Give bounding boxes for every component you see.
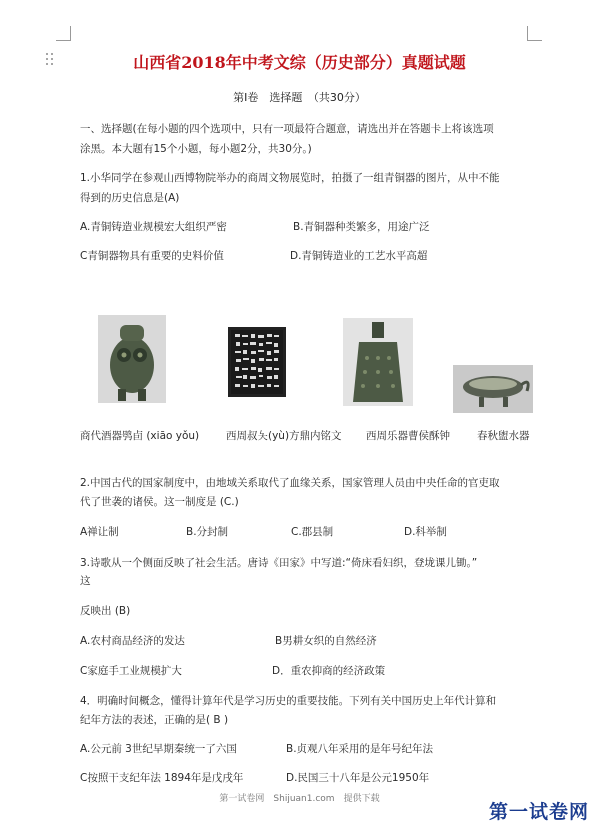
bronze-inscription-image <box>228 327 286 397</box>
q1-option-d: D.青铜铸造业的工艺水平高超 <box>290 250 428 262</box>
q3-stem-line-2: 这 <box>80 575 91 587</box>
q2-option-d: D.科举制 <box>404 526 447 538</box>
q3-stem-line-3: 反映出 (B) <box>80 605 131 617</box>
footer-note: 第一试卷网 Shijuan1.com 提供下载 <box>219 794 380 804</box>
instructions-line-1: 一、选择题(在每小题的四个选项中，只有一项最符合题意，请选出并在答题卡上将该选项 <box>80 123 494 135</box>
q3-option-c: C家庭手工业规模扩大 <box>80 665 182 677</box>
q2-option-c: C.郡县制 <box>291 526 334 538</box>
q4-stem-line-1: 4．明确时间概念，懂得计算年代是学习历史的重要技能。下列有关中国历史上年代计算和 <box>80 695 497 707</box>
q2-stem-line-1: 2.中国古代的国家制度中，由地域关系取代了血缘关系，国家管理人员由中央任命的官吏取 <box>80 477 500 489</box>
q1-option-a: A.青铜铸造业规模宏大组织严密 <box>80 221 227 233</box>
crop-mark-top-right <box>527 26 542 41</box>
q4-option-d: D.民国三十八年是公元1950年 <box>286 772 430 784</box>
section-heading: 第Ⅰ卷 选择题 （共30分） <box>233 91 366 104</box>
q4-option-b: B.贞观八年采用的是年号纪年法 <box>286 743 434 755</box>
instructions-line-2: 涂黑。本大题有15个小题，每小题2分，共30分。) <box>80 143 312 155</box>
water-vessel-image <box>453 365 533 413</box>
q1-stem-line-2: 得到的历史信息是(A) <box>80 192 180 204</box>
wine-vessel-image <box>98 315 166 403</box>
q3-option-d: D．重农抑商的经济政策 <box>272 665 386 677</box>
watermark-logo: 第一试卷网 <box>488 801 589 823</box>
caption-inscription: 西周叔夨(yù)方鼎内铭文 <box>226 430 342 442</box>
crop-mark-top-left <box>56 26 71 41</box>
q1-stem-line-1: 1.小华同学在参观山西博物院举办的商周文物展览时，拍摄了一组青铜器的图片，从中不能 <box>80 172 500 184</box>
caption-bell: 西周乐器曹侯酥钟 <box>366 430 450 442</box>
q3-stem-line-1: 3.诗歌从一个侧面反映了社会生活。唐诗《田家》中写道:“倚床看妇织，登垅课儿锄。” <box>80 557 478 569</box>
q2-option-a: A禅让制 <box>80 526 119 538</box>
caption-water-vessel: 春秋盥水器 <box>477 430 530 442</box>
q2-option-b: B.分封制 <box>186 526 229 538</box>
q4-option-c: C按照干支纪年法 1894年是戊戌年 <box>80 772 244 784</box>
bronze-bell-image <box>343 318 413 406</box>
caption-wine-vessel: 商代酒器鸮卣 (xiāo yǒu) <box>80 430 200 442</box>
q1-option-c: C青铜器物具有重要的史料价值 <box>80 250 224 262</box>
q1-option-b: B.青铜器种类繁多，用途广泛 <box>293 221 430 233</box>
q4-option-a: A.公元前 3世纪早期秦统一了六国 <box>80 743 237 755</box>
q2-stem-line-2: 代了世袭的诸侯。这一制度是 (C.) <box>80 496 239 508</box>
q3-option-a: A.农村商品经济的发达 <box>80 635 185 647</box>
q3-option-b: B男耕女织的自然经济 <box>275 635 377 647</box>
document-title: 山西省2018年中考文综（历史部分）真题试题 <box>133 53 466 72</box>
q4-stem-line-2: 纪年方法的表述，正确的是( B ) <box>80 714 229 726</box>
